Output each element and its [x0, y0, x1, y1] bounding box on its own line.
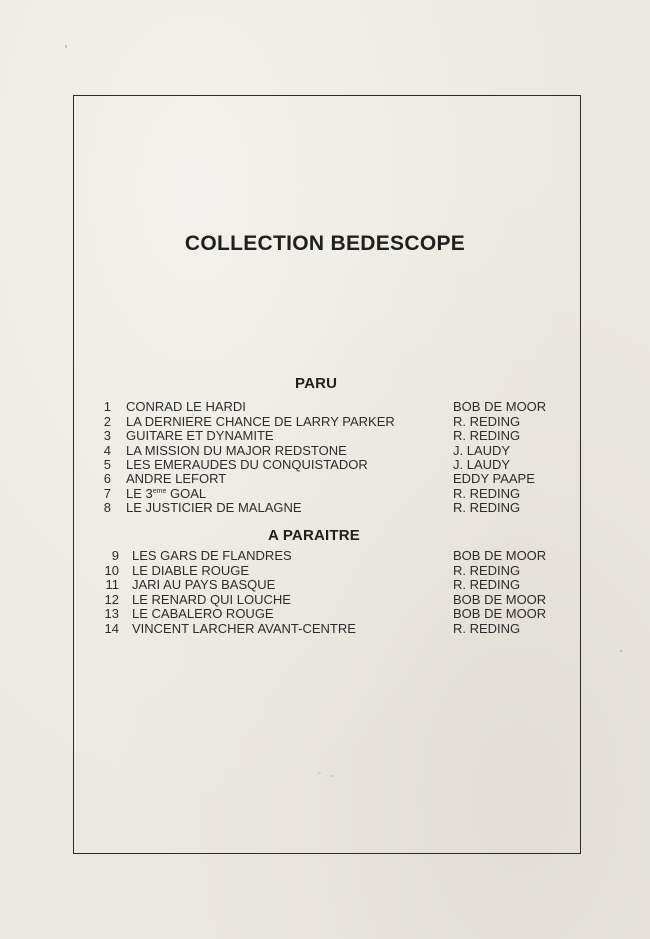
item-title: GUITARE ET DYNAMITE — [126, 428, 274, 443]
item-number: 14 — [104, 621, 119, 636]
item-number: 3 — [103, 428, 111, 443]
list-item — [0, 577, 650, 592]
item-number: 10 — [104, 563, 119, 578]
list-item — [0, 443, 650, 458]
item-title-prefix: LE 3 — [126, 486, 153, 501]
item-author: BOB DE MOOR — [453, 606, 547, 621]
item-author: EDDY PAAPE — [453, 471, 535, 486]
list-item — [0, 471, 650, 486]
page-title: COLLECTION BEDESCOPE — [184, 232, 466, 255]
item-title-superscript: eme — [152, 488, 167, 495]
item-number: 9 — [111, 548, 119, 563]
list-item — [0, 592, 650, 607]
item-title: LE JUSTICIER DE MALAGNE — [126, 500, 302, 515]
list-item — [0, 399, 650, 414]
item-number: 2 — [103, 414, 111, 429]
item-title: LES EMERAUDES DU CONQUISTADOR — [126, 457, 368, 472]
item-number: 8 — [103, 500, 111, 515]
item-author: BOB DE MOOR — [453, 548, 547, 563]
paper-speck — [330, 775, 334, 777]
paper-speck — [318, 772, 321, 774]
paper-speck — [65, 45, 67, 48]
item-number: 6 — [103, 471, 111, 486]
item-title-suffix: GOAL — [166, 486, 207, 501]
item-number: 13 — [104, 606, 119, 621]
item-title: JARI AU PAYS BASQUE — [132, 577, 276, 592]
list-item — [0, 563, 650, 578]
item-author: J. LAUDY — [453, 443, 511, 458]
item-number: 1 — [103, 399, 111, 414]
item-author: R. REDING — [453, 414, 521, 429]
item-number: 5 — [103, 457, 111, 472]
item-author: BOB DE MOOR — [453, 592, 547, 607]
list-item — [0, 548, 650, 563]
list-item — [0, 621, 650, 636]
section-heading-a-paraitre: A PARAITRE — [268, 527, 360, 544]
list-item — [0, 486, 650, 501]
item-number: 7 — [103, 486, 111, 501]
item-title: LA DERNIERE CHANCE DE LARRY PARKER — [126, 414, 395, 429]
item-title: LE DIABLE ROUGE — [132, 563, 250, 578]
item-number: 12 — [104, 592, 119, 607]
item-title: LA MISSION DU MAJOR REDSTONE — [126, 443, 347, 458]
list-item — [0, 428, 650, 443]
item-author: J. LAUDY — [453, 457, 511, 472]
item-number: 11 — [105, 577, 119, 592]
item-title: LES GARS DE FLANDRES — [132, 548, 292, 563]
item-author: R. REDING — [453, 621, 521, 636]
item-number: 4 — [103, 443, 111, 458]
item-author: BOB DE MOOR — [453, 399, 547, 414]
list-item — [0, 457, 650, 472]
item-author: R. REDING — [453, 563, 521, 578]
list-item — [0, 500, 650, 515]
item-title — [126, 486, 206, 501]
section-heading-paru: PARU — [295, 375, 338, 392]
item-title: LE CABALERO ROUGE — [132, 606, 274, 621]
item-title: ANDRE LEFORT — [126, 471, 227, 486]
item-title: LE RENARD QUI LOUCHE — [132, 592, 291, 607]
item-author: R. REDING — [453, 500, 521, 515]
list-item — [0, 414, 650, 429]
item-title: VINCENT LARCHER AVANT-CENTRE — [132, 621, 356, 636]
item-title: CONRAD LE HARDI — [126, 399, 246, 414]
item-author: R. REDING — [453, 486, 521, 501]
list-item — [0, 606, 650, 621]
paper-speck — [620, 650, 622, 652]
item-author: R. REDING — [453, 428, 521, 443]
item-author: R. REDING — [453, 577, 521, 592]
